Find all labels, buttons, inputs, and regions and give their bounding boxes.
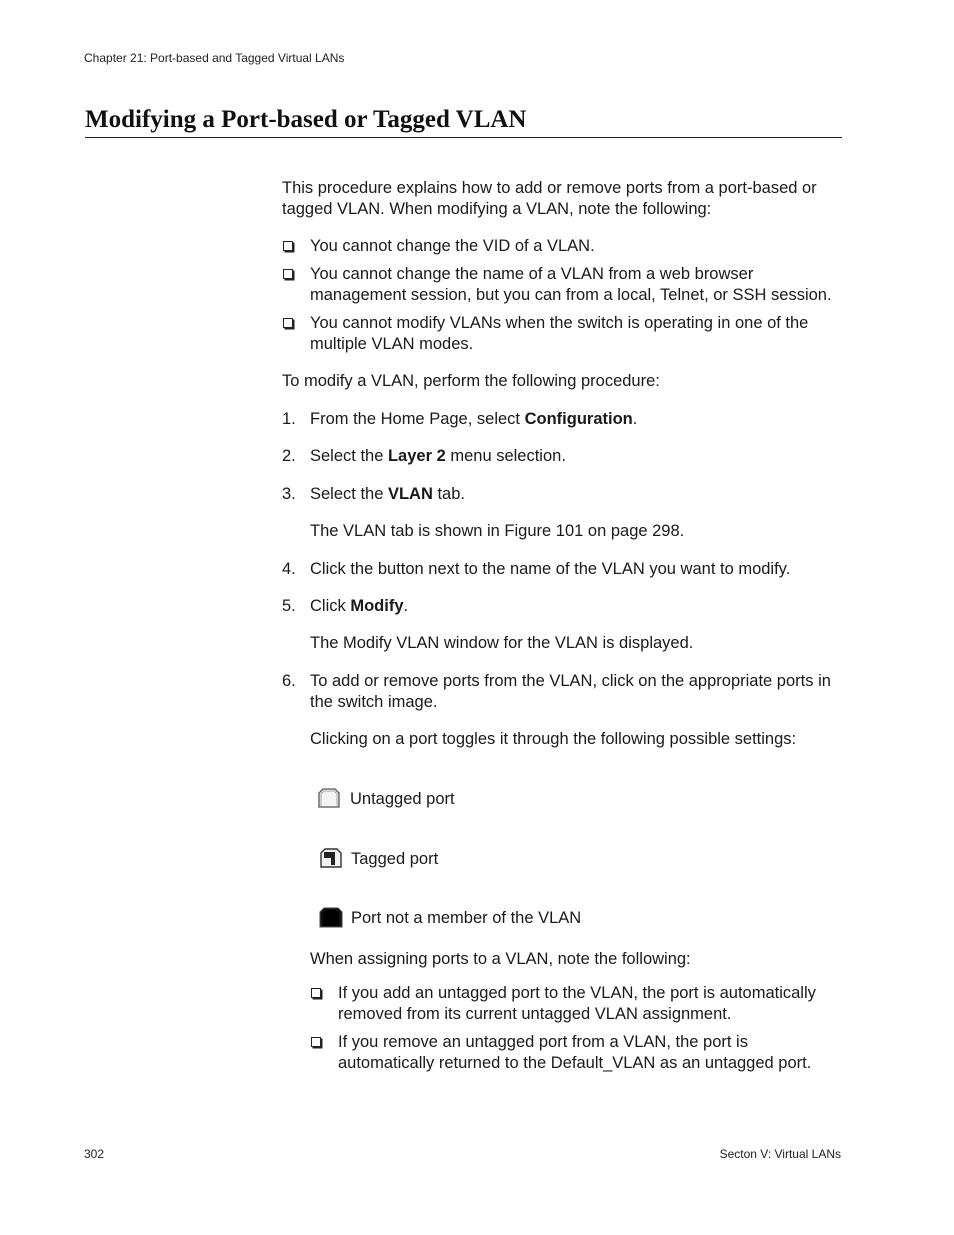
checkbox-bullet-icon	[283, 269, 293, 279]
step-1: 1. From the Home Page, select Configuration.	[282, 410, 638, 428]
port-legend	[282, 787, 847, 932]
step-5-note: The Modify VLAN window for the VLAN is displayed.	[310, 634, 694, 652]
body-content	[282, 178, 847, 1074]
step-3: 3. Select the VLAN tab.	[282, 485, 465, 503]
list-item: You cannot change the name of a VLAN from a web browser management session, but you can from a local, Telnet, or SSH session.	[282, 264, 847, 306]
procedure-steps-cont	[282, 559, 847, 617]
list-item: You cannot modify VLANs when the switch is operating in one of the multiple VLAN modes.	[282, 313, 847, 355]
notes-list	[282, 236, 847, 355]
legend-non-member: Port not a member of the VLAN	[316, 906, 847, 932]
checkbox-bullet-icon	[311, 988, 321, 998]
section-footer: Secton V: Virtual LANs	[719, 1147, 841, 1161]
procedure-steps	[282, 409, 847, 505]
step-2: 2. Select the Layer 2 menu selection.	[282, 447, 566, 465]
intro-paragraph: This procedure explains how to add or remove ports from a port-based or tagged VLAN. When modifying a VLAN, note the following:	[282, 179, 817, 218]
checkbox-bullet-icon	[311, 1037, 321, 1047]
step-3-note: The VLAN tab is shown in Figure 101 on page 298.	[310, 522, 685, 540]
checkbox-bullet-icon	[283, 241, 293, 251]
step-4: 4. Click the button next to the name of the VLAN you want to modify.	[282, 560, 791, 578]
legend-tagged: Tagged port	[316, 847, 847, 873]
assign-notes-list	[282, 983, 847, 1074]
legend-untagged: Untagged port	[316, 787, 847, 813]
tagged-port-icon	[319, 847, 343, 869]
list-item: If you remove an untagged port from a VLAN, the port is automatically returned to the Default_VLAN as an untagged port.	[310, 1032, 847, 1074]
page-number: 302	[84, 1147, 105, 1161]
procedure-intro: To modify a VLAN, perform the following procedure:	[282, 372, 660, 390]
list-item: If you add an untagged port to the VLAN, the port is automatically removed from its current untagged VLAN assignment.	[310, 983, 847, 1025]
page-title: Modifying a Port-based or Tagged VLAN	[85, 106, 842, 138]
step-6: 6. To add or remove ports from the VLAN, click on the appropriate ports in the switch image.	[282, 672, 831, 711]
non-member-port-icon	[318, 906, 344, 928]
checkbox-bullet-icon	[283, 318, 293, 328]
running-header: Chapter 21: Port-based and Tagged Virtual LANs	[84, 51, 345, 65]
untagged-port-icon	[316, 787, 342, 809]
procedure-steps-cont2	[282, 671, 847, 713]
list-item: You cannot change the VID of a VLAN.	[282, 236, 847, 257]
assign-intro: When assigning ports to a VLAN, note the following:	[310, 950, 691, 968]
step-5: 5. Click Modify.	[282, 597, 409, 615]
step-6-note: Clicking on a port toggles it through the following possible settings:	[310, 730, 797, 748]
